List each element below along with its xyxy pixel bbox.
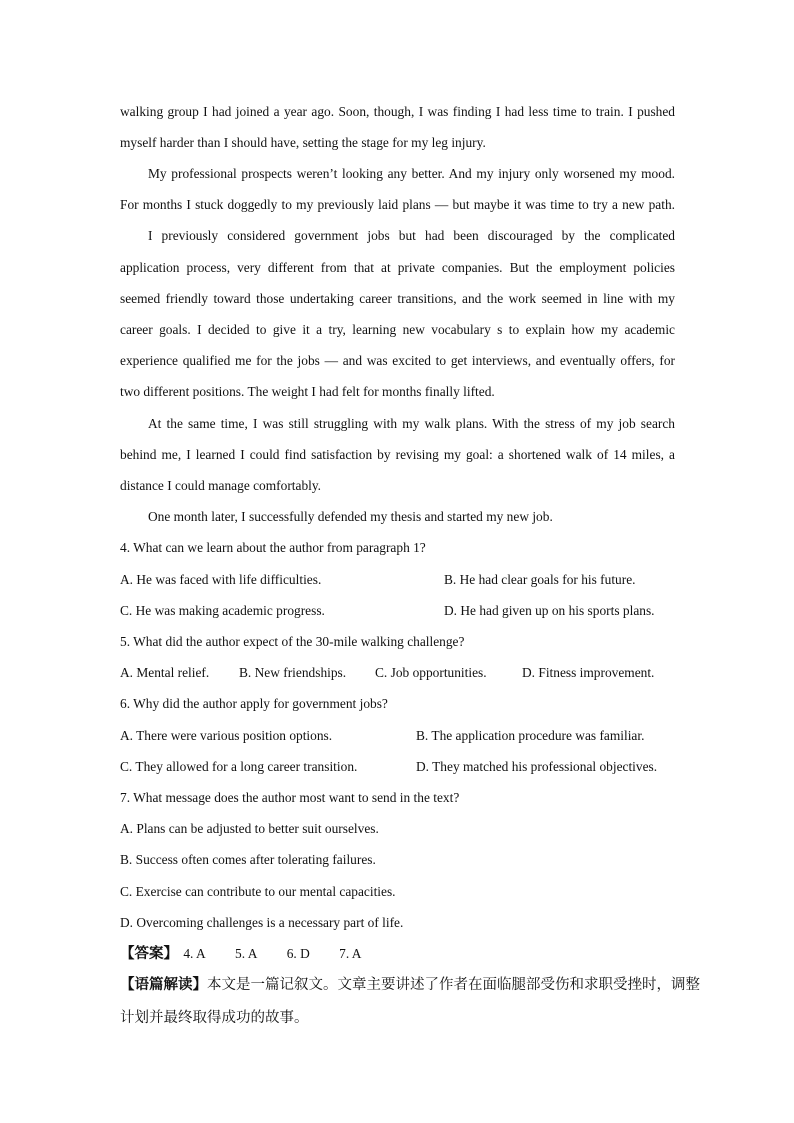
- answer-item: 5. A: [235, 946, 258, 961]
- passage-line: My professional prospects weren’t looking any better. And my injury only worsened my mood.: [148, 166, 675, 181]
- analysis-line: [120, 975, 700, 995]
- passage-line: career goals. I decided to give it a try, learning new vocabulary s to explain how my academic: [120, 322, 675, 337]
- question-option: D. Fitness improvement.: [522, 665, 655, 680]
- question-option: C. Job opportunities.: [375, 665, 487, 680]
- passage-line: seemed friendly toward those undertaking career transitions, and the work seemed in line with my: [120, 291, 675, 306]
- question-stem: 4. What can we learn about the author from paragraph 1?: [120, 540, 426, 555]
- question-stem: 6. Why did the author apply for government jobs?: [120, 696, 388, 711]
- question-option: A. Plans can be adjusted to better suit ourselves.: [120, 821, 379, 836]
- passage-line: walking group I had joined a year ago. Soon, though, I was finding I had less time to train. I pushed: [120, 104, 675, 119]
- analysis-label: 【语篇解读】: [120, 977, 207, 993]
- question-option: D. They matched his professional objectives.: [416, 759, 658, 774]
- question-option: D. He had given up on his sports plans.: [444, 603, 655, 618]
- question-option: A. There were various position options.: [120, 728, 333, 743]
- passage-line: behind me, I learned I could find satisfaction by revising my goal: a shortened walk of 14 miles, a: [120, 447, 675, 462]
- analysis-text: 本文是一篇记叙文。文章主要讲述了作者在面临腿部受伤和求职受挫时，调整: [207, 977, 700, 993]
- passage-line: myself harder than I should have, setting the stage for my leg injury.: [120, 135, 486, 150]
- answer-item: 7. A: [339, 946, 362, 961]
- answer-item: 6. D: [286, 946, 310, 961]
- passage-line: For months I stuck doggedly to my previously laid plans — but maybe it was time to try a new path.: [120, 197, 675, 212]
- question-option: A. Mental relief.: [120, 665, 210, 680]
- question-option: B. He had clear goals for his future.: [444, 572, 636, 587]
- answer-key: [120, 944, 675, 964]
- passage-line: One month later, I successfully defended my thesis and started my new job.: [148, 509, 553, 524]
- question-option: C. Exercise can contribute to our mental capacities.: [120, 884, 396, 899]
- question-option: B. Success often comes after tolerating failures.: [120, 852, 376, 867]
- passage-line: At the same time, I was still struggling with my walk plans. With the stress of my job search: [148, 416, 675, 431]
- answer-item: 4. A: [183, 946, 206, 961]
- question-option: C. He was making academic progress.: [120, 603, 325, 618]
- question-stem: 5. What did the author expect of the 30-mile walking challenge?: [120, 634, 465, 649]
- passage-line: experience qualified me for the jobs — and was excited to get interviews, and eventually offers, for: [120, 353, 675, 368]
- passage-line: I previously considered government jobs but had been discouraged by the complicated: [148, 228, 675, 243]
- question-option: C. They allowed for a long career transition.: [120, 759, 358, 774]
- question-stem: 7. What message does the author most want to send in the text?: [120, 790, 460, 805]
- question-option: A. He was faced with life difficulties.: [120, 572, 322, 587]
- question-option: B. The application procedure was familiar.: [416, 728, 645, 743]
- analysis-line: 计划并最终取得成功的故事。: [120, 1010, 309, 1026]
- question-option: B. New friendships.: [239, 665, 347, 680]
- passage-line: application process, very different from that at private companies. But the employment policies: [120, 260, 675, 275]
- passage-line: two different positions. The weight I had felt for months finally lifted.: [120, 384, 495, 399]
- answer-label: 【答案】: [120, 946, 178, 962]
- passage-line: distance I could manage comfortably.: [120, 478, 322, 493]
- question-option: D. Overcoming challenges is a necessary part of life.: [120, 915, 404, 930]
